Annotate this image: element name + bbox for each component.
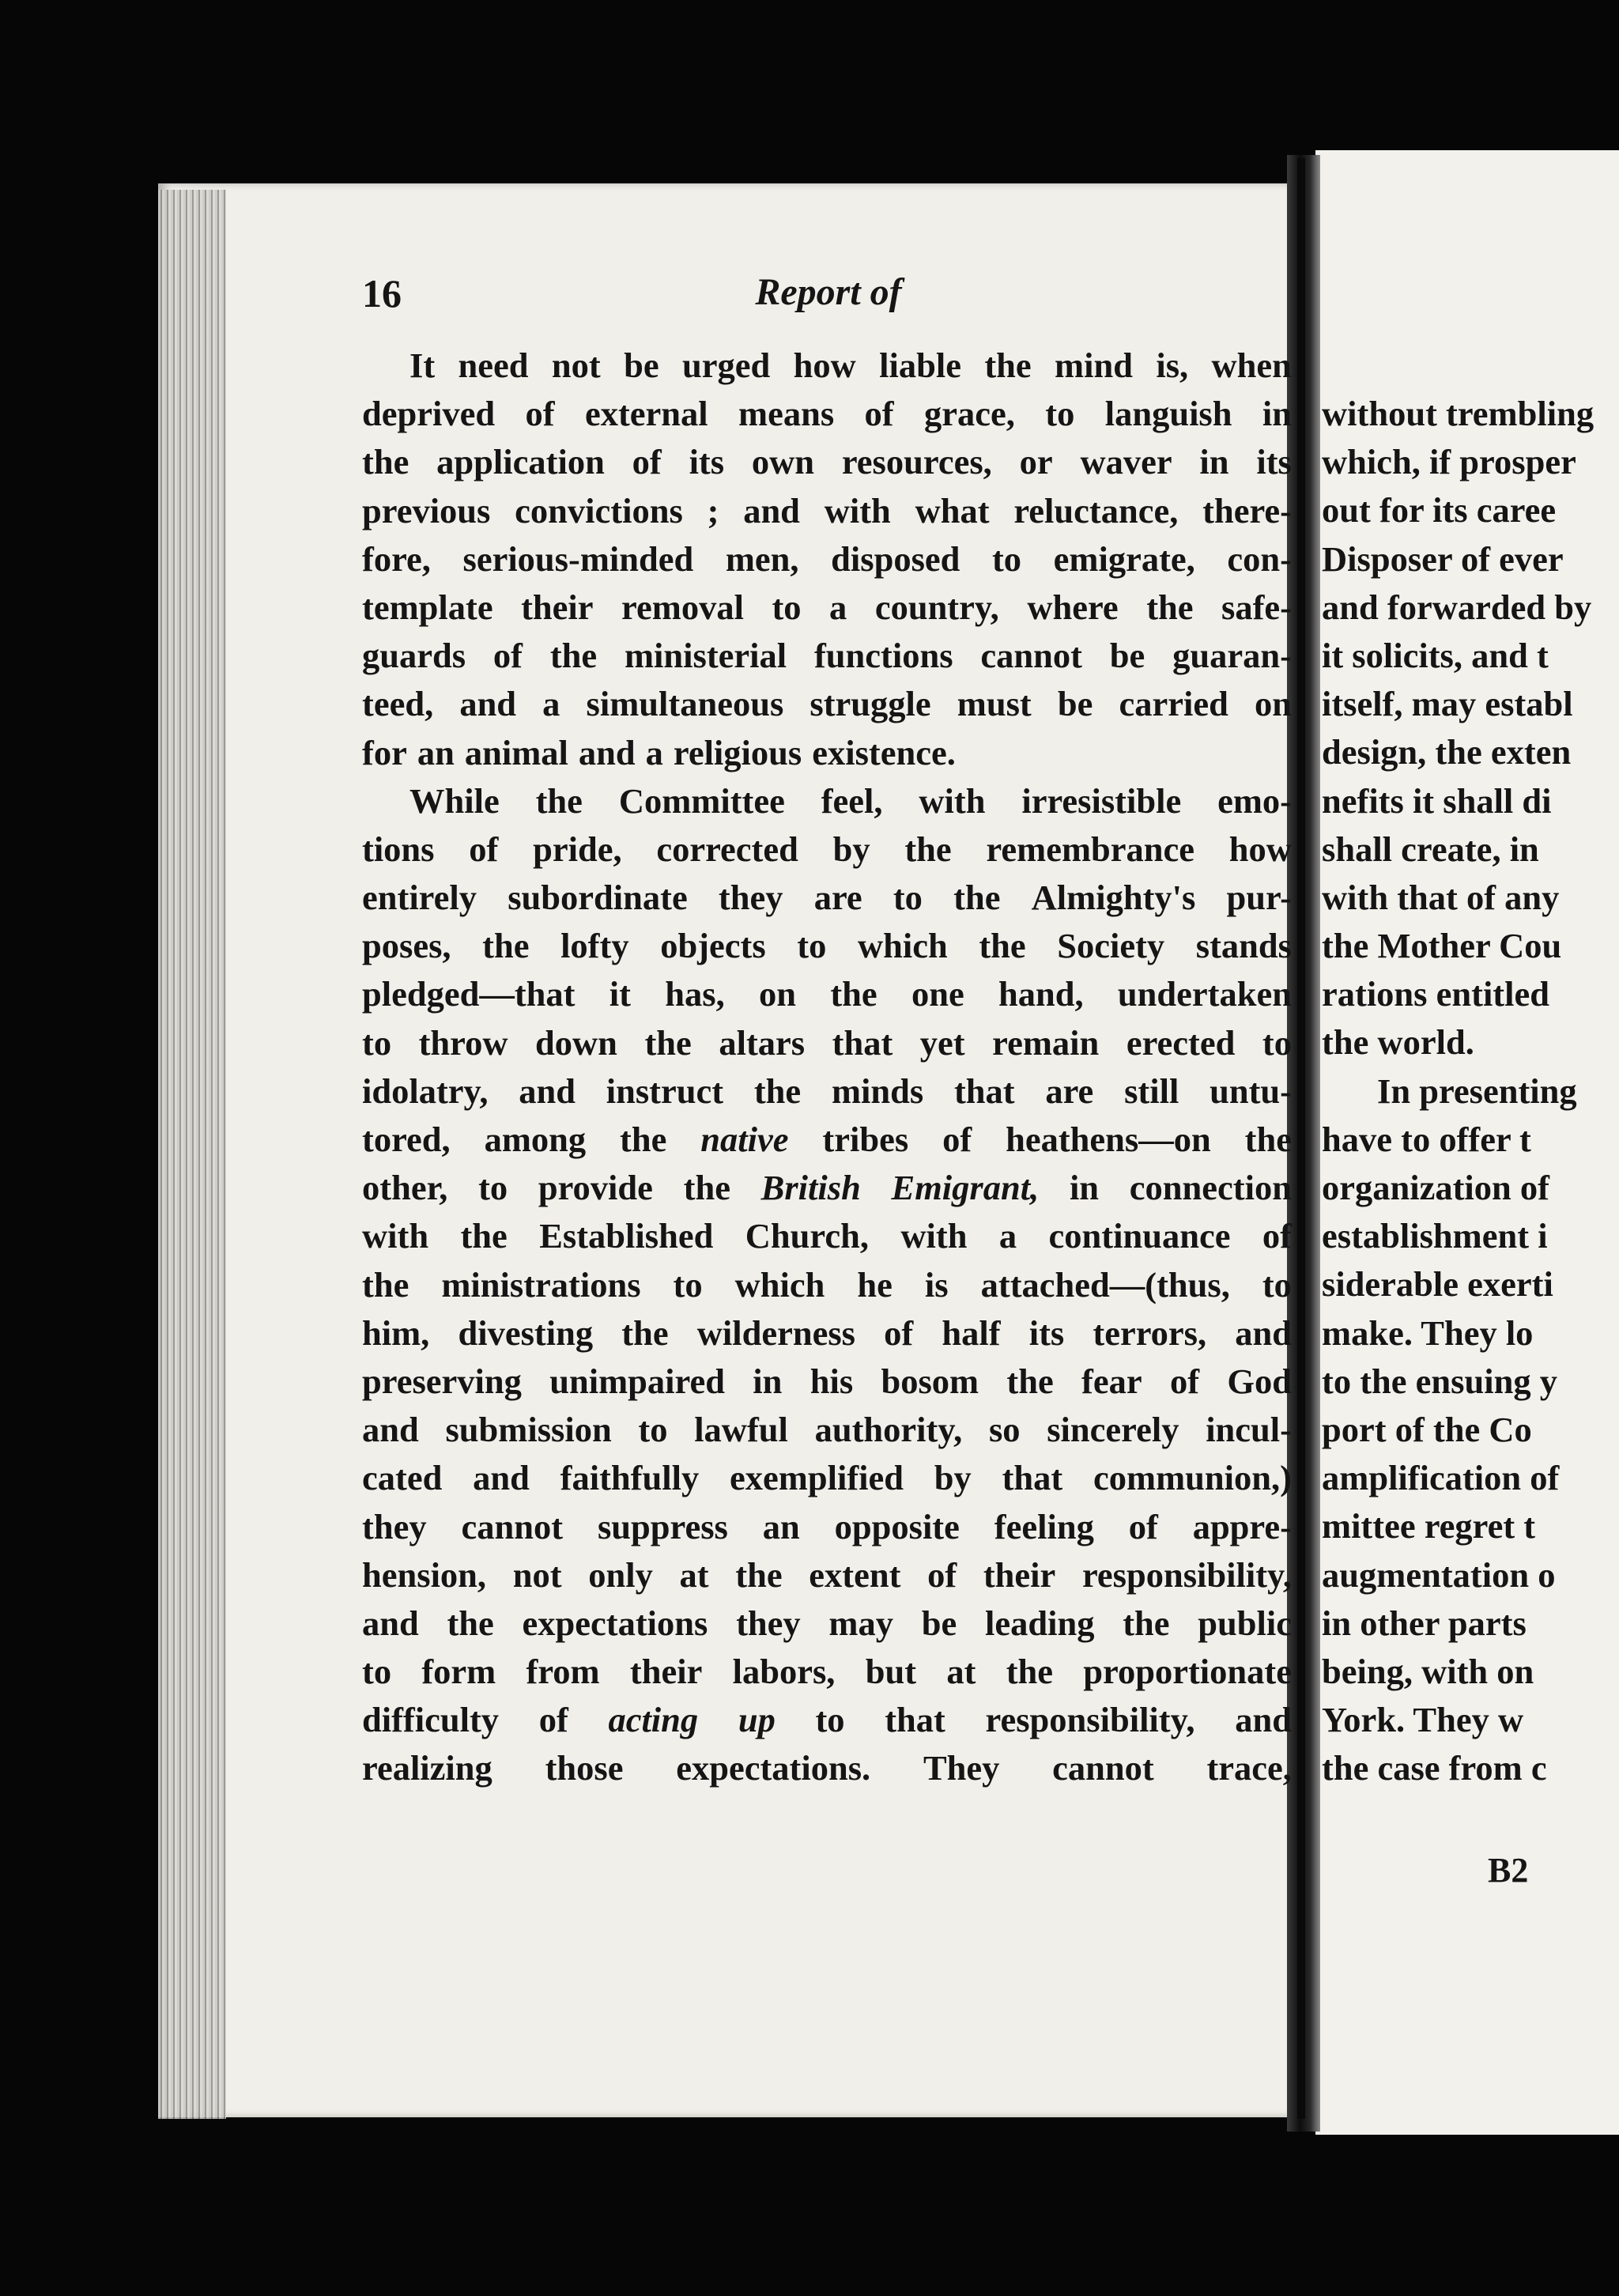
text-line: establishment i [1322, 1216, 1548, 1256]
text-line: other, to provide the British Emigrant, in connection [362, 1168, 1292, 1208]
text-line: guards of the ministerial functions cannot be guaran- [362, 636, 1292, 676]
text-line: difficulty of acting up to that responsibility, and [362, 1700, 1292, 1740]
text-line: poses, the lofty objects to which the Society stands [362, 926, 1292, 966]
text-line: itself, may establ [1322, 684, 1573, 724]
text-line: In presenting [1377, 1071, 1577, 1111]
left-page-text [362, 342, 1292, 1793]
text-line: have to offer t [1322, 1119, 1531, 1159]
text-line: augmentation o [1322, 1554, 1556, 1595]
text-line: the case from c [1322, 1748, 1547, 1788]
text-line: deprived of external means of grace, to languish in [362, 394, 1292, 434]
text-line: the ministrations to which he is attached—(thus, to [362, 1264, 1292, 1305]
text-line: siderable exerti [1322, 1264, 1553, 1305]
text-line: out for its caree [1322, 490, 1557, 531]
running-title: Report of [755, 271, 902, 313]
text-line: and submission to lawful authority, so sincerely incul- [362, 1410, 1292, 1450]
text-line: shall create, in [1322, 829, 1539, 869]
text-line: amplification of [1322, 1458, 1560, 1498]
text-line: and forwarded by [1322, 587, 1592, 627]
text-line: with the Established Church, with a continuance of [362, 1216, 1292, 1256]
text-line: template their removal to a country, where the safe- [362, 587, 1292, 627]
text-line: to throw down the altars that yet remain erected to [362, 1022, 1292, 1063]
text-line: being, with on [1322, 1651, 1534, 1691]
text-line: previous convictions ; and with what reluctance, there- [362, 490, 1292, 531]
text-line: the application of its own resources, or waver in its [362, 442, 1292, 482]
text-line: they cannot suppress an opposite feeling of appre- [362, 1506, 1292, 1546]
page-header [362, 270, 1295, 334]
text-line: Disposer of ever [1322, 538, 1564, 579]
text-line: nefits it shall di [1322, 780, 1552, 821]
text-line: preserving unimpaired in his bosom the fear of God [362, 1361, 1292, 1401]
text-line: him, divesting the wilderness of half its terrors, and [362, 1312, 1292, 1353]
text-line: pledged—that it has, on the one hand, undertaken [362, 974, 1292, 1014]
text-line: in other parts [1322, 1603, 1527, 1643]
text-line: fore, serious-minded men, disposed to emigrate, con- [362, 538, 1292, 579]
text-line: make. They lo [1322, 1312, 1534, 1353]
text-line: and the expectations they may be leading the public [362, 1603, 1292, 1643]
text-line: it solicits, and t [1322, 635, 1549, 675]
spine-shadow [1297, 158, 1305, 2119]
text-line: tored, among the native tribes of heathens—on the [362, 1120, 1292, 1159]
text-line: to form from their labors, but at the proportionate [362, 1652, 1292, 1692]
text-line: mittee regret t [1322, 1506, 1536, 1546]
text-line: organization of [1322, 1168, 1549, 1207]
text-line: the world. [1322, 1022, 1474, 1063]
text-line: hension, not only at the extent of their responsibility, [362, 1554, 1292, 1595]
text-line: teed, and a simultaneous struggle must be carried on [362, 684, 1292, 724]
text-line: to the ensuing y [1322, 1361, 1557, 1401]
text-line: port of the Co [1322, 1409, 1532, 1449]
background-bottom [0, 2135, 1619, 2296]
text-line: for an animal and a religious existence. [362, 732, 956, 772]
text-line: design, the exten [1322, 732, 1572, 772]
signature-mark: B2 [1488, 1851, 1529, 1890]
text-line: with that of any [1322, 877, 1560, 917]
page-number: 16 [362, 271, 402, 315]
text-line: While the Committee feel, with irresistible emo- [409, 780, 1292, 821]
text-line: York. They w [1322, 1700, 1524, 1740]
text-line: realizing those expectations. They cannot trace, [362, 1748, 1292, 1788]
right-page-text [1322, 390, 1619, 1792]
text-line: without trembling [1322, 394, 1594, 433]
text-line: rations entitled [1322, 974, 1549, 1014]
text-line: the Mother Cou [1322, 926, 1562, 966]
text-line: which, if prosper [1322, 442, 1576, 482]
text-line: entirely subordinate they are to the Almighty's pur- [362, 878, 1292, 918]
text-line: cated and faithfully exemplified by that communion,) [362, 1458, 1292, 1498]
text-line: idolatry, and instruct the minds that are still untu- [362, 1071, 1292, 1111]
text-line: tions of pride, corrected by the remembrance how [362, 829, 1292, 869]
text-line: It need not be urged how liable the mind is, when [409, 346, 1292, 385]
page-edges [158, 190, 226, 2119]
